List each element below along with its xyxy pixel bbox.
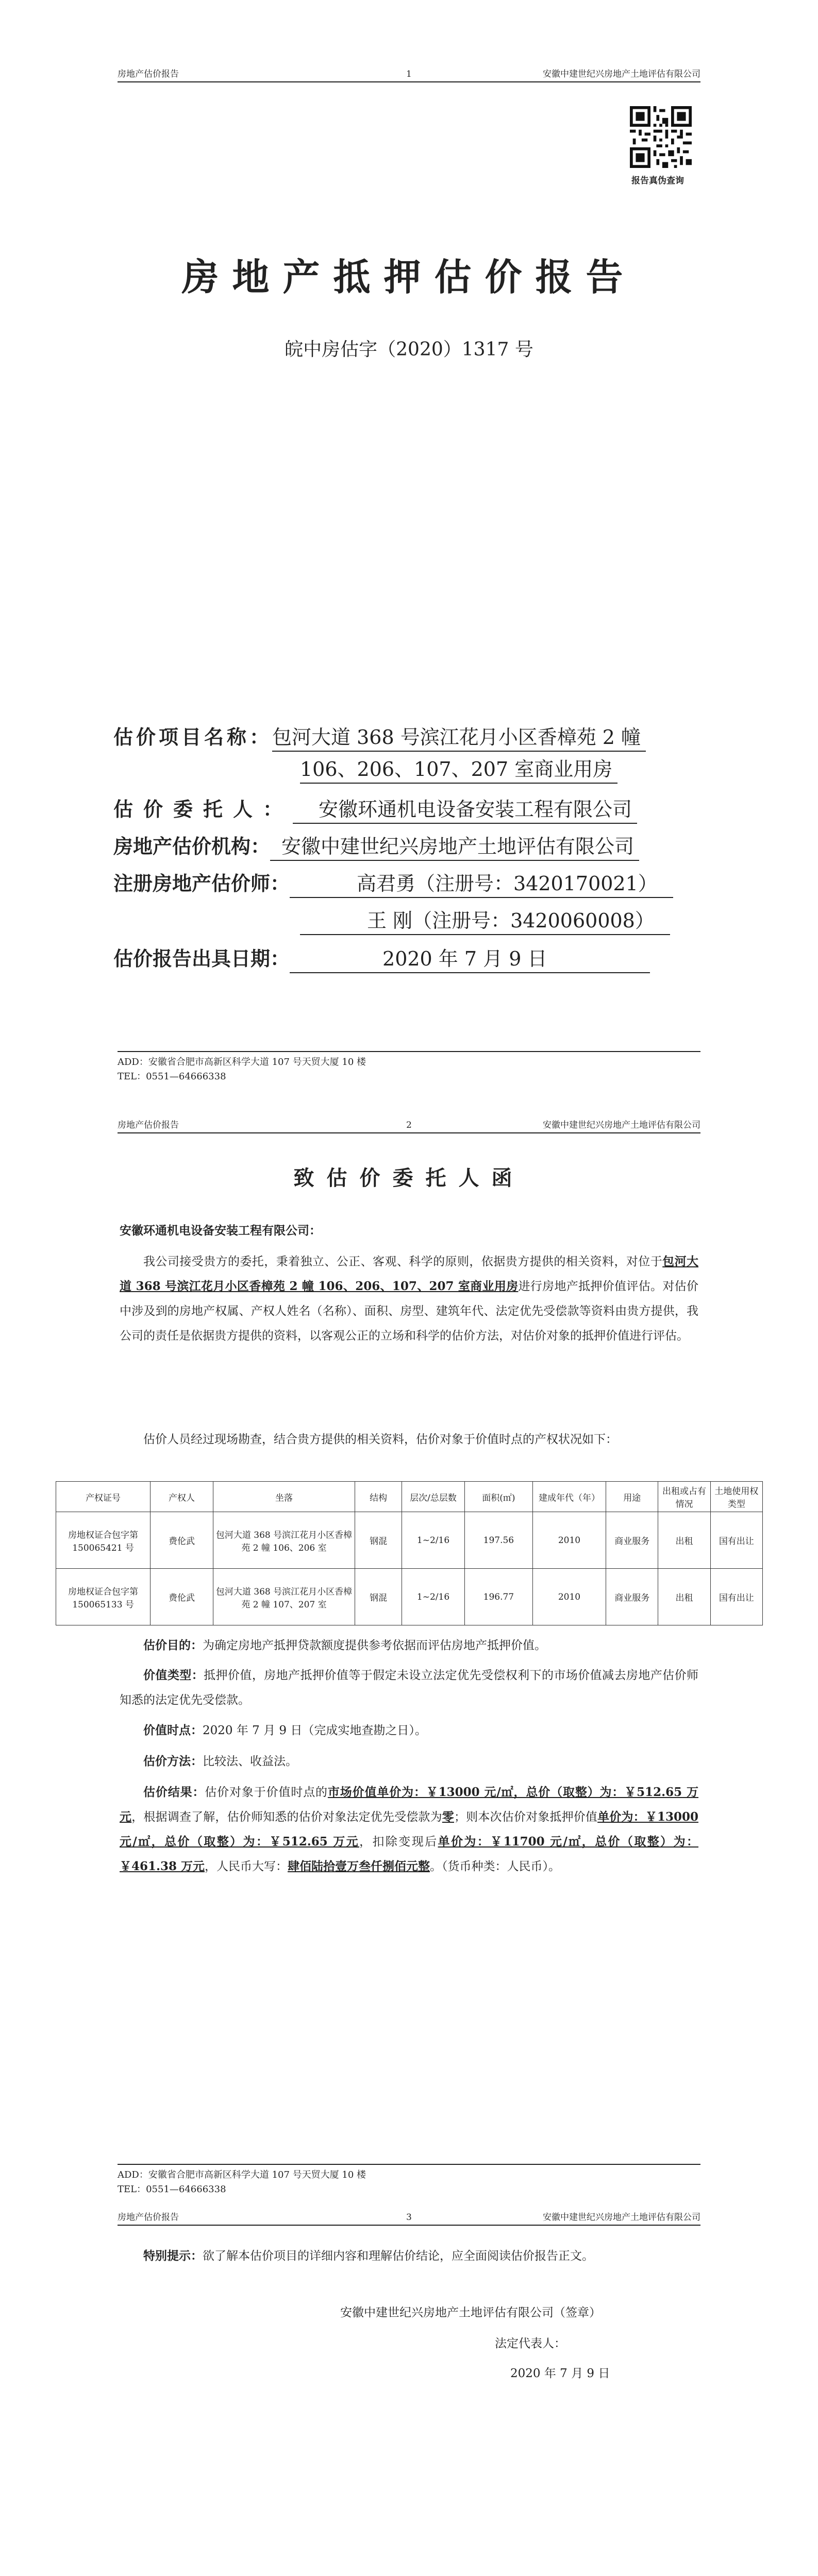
page-footer: [118, 1051, 700, 1084]
purpose-text: 为确定房地产抵押贷款额度提供参考依据而评估房地产抵押价值。: [203, 1639, 546, 1652]
table-header-row: [56, 1482, 763, 1512]
result-e: ；则本次估价对象抵押价值: [454, 1810, 598, 1824]
date-row: [113, 943, 650, 973]
date-label: 估价报告出具日期：: [113, 947, 290, 970]
client-value: 安徽环通机电设备安装工程有限公司: [293, 793, 637, 824]
client-row: [113, 793, 637, 824]
result-g: ，扣除变现后: [359, 1835, 438, 1849]
table-cell: 房地权证合包字第 150065421 号: [56, 1512, 151, 1569]
table-header-cell: 用途: [606, 1482, 658, 1512]
result-a: 估价对象于价值时点的: [205, 1786, 328, 1799]
value-time-text: 2020 年 7 月 9 日（完成实地查勘之日）。: [203, 1724, 427, 1737]
table-header-cell: 层次/总层数: [402, 1482, 465, 1512]
letter-page: [0, 1097, 818, 2195]
date-value: 2020 年 7 月 9 日: [290, 943, 650, 973]
table-cell: 出租: [658, 1512, 710, 1569]
table-header-cell: 建成年代（年）: [532, 1482, 606, 1512]
table-cell: 商业服务: [606, 1569, 658, 1625]
result-market-value: 市场价值单价为：￥13000 元/㎡，总价（取整）为：￥512.65 万元: [120, 1785, 699, 1824]
result-priority-debt: 零: [442, 1810, 454, 1824]
paragraph-2: [120, 1427, 698, 1452]
method-text: 比较法、收益法。: [203, 1755, 297, 1768]
result-i: ，人民币大写：: [205, 1860, 288, 1873]
result-para: [120, 1780, 698, 1879]
qr-label: 报告真伪查询: [631, 176, 684, 186]
sign-representative: 法定代表人：: [495, 2337, 566, 2350]
result-label: 估价结果：: [143, 1785, 205, 1799]
header-left: 房地产估价报告: [118, 2212, 179, 2223]
value-time-label: 价值时点：: [143, 1723, 203, 1737]
value-type-label: 价值类型：: [143, 1668, 204, 1682]
table-header-cell: 产权证号: [56, 1482, 151, 1512]
header-left: 房地产估价报告: [118, 1120, 179, 1130]
footer-address: ADD：安徽省合肥市高新区科学大道 107 号天贸大厦 10 楼: [118, 2170, 366, 2180]
page-header: [118, 1118, 700, 1133]
footer-address: ADD：安徽省合肥市高新区科学大道 107 号天贸大厦 10 楼: [118, 1057, 366, 1067]
result-k: 。（货币种类：人民币）。: [430, 1860, 561, 1873]
project-name-row-2: [300, 753, 617, 784]
paragraph-1: [120, 1249, 698, 1348]
notice-text: 欲了解本估价项目的详细内容和理解估价结论，应全面阅读估价报告正文。: [203, 2249, 594, 2263]
sign-date: 2020 年 7 月 9 日: [510, 2367, 610, 2380]
appraiser-row-2: [300, 905, 670, 935]
page-footer: [118, 2164, 700, 2197]
table-cell: 包河大道 368 号滨江花月小区香樟苑 2 幢 107、207 室: [213, 1569, 355, 1625]
value-time-para: [120, 1718, 698, 1743]
table-header-cell: 出租或占有情况: [658, 1482, 710, 1512]
document-number: 皖中房估字（2020）1317 号: [285, 339, 533, 360]
page-header: [118, 2210, 700, 2226]
report-title: 房地产抵押估价报告: [181, 255, 637, 299]
table-cell: 钢混: [355, 1512, 402, 1569]
firm-row: [113, 831, 639, 861]
header-page-number: 2: [406, 1120, 412, 1130]
project-name-row: [113, 721, 646, 752]
purpose-label: 估价目的：: [143, 1638, 203, 1652]
result-mortgage-value: 单价为：￥13000 元/㎡，总价（取整）为：￥512.65 万元: [120, 1810, 699, 1849]
notice-para: [120, 2244, 698, 2268]
salutation-text: 安徽环通机电设备安装工程有限公司：: [120, 1224, 321, 1238]
table-cell: 国有出让: [710, 1512, 762, 1569]
project-value-line2: 106、206、107、207 室商业用房: [300, 753, 617, 784]
table-cell: 2010: [532, 1569, 606, 1625]
footer-tel: TEL：0551—64666338: [118, 2184, 226, 2195]
p2-text: 估价人员经过现场勘查，结合贵方提供的相关资料，估价对象于价值时点的产权状况如下：: [143, 1433, 617, 1446]
appraiser-2: 王 刚（注册号：3420060008）: [300, 905, 670, 935]
appraiser-row: [113, 868, 673, 898]
firm-label: 房地产估价机构：: [113, 835, 271, 858]
header-right: 安徽中建世纪兴房地产土地评估有限公司: [543, 2212, 700, 2223]
sign-company: 安徽中建世纪兴房地产土地评估有限公司（签章）: [340, 2306, 601, 2319]
page-header: [118, 67, 700, 82]
table-row: [56, 1569, 763, 1625]
header-right: 安徽中建世纪兴房地产土地评估有限公司: [543, 69, 700, 79]
header-right: 安徽中建世纪兴房地产土地评估有限公司: [543, 1120, 700, 1130]
method-para: [120, 1749, 698, 1774]
table-cell: 钢混: [355, 1569, 402, 1625]
client-label: 估价委托人：: [113, 798, 293, 821]
p1-property: 包河大道 368 号滨江花月小区香樟苑 2 幢 106、206、107、207 室商业用房: [120, 1255, 699, 1293]
table-cell: 197.56: [464, 1512, 532, 1569]
table-header-cell: 土地使用权类型: [710, 1482, 762, 1512]
table-cell: 1~2/16: [402, 1512, 465, 1569]
table-cell: 1~2/16: [402, 1569, 465, 1625]
property-rights-table: [56, 1481, 763, 1625]
table-cell: 商业服务: [606, 1512, 658, 1569]
p1-rest: 进行房地产抵押价值评估。对估价中涉及到的房地产权属、产权人姓名（名称）、面积、房型、建筑年代、法定优先受偿款等资料由贵方提供，我公司的责任是依据贵方提供的资料，以客观公正的立场和科学的估价方法，对估价对象的抵押价值进行评估。: [120, 1280, 698, 1343]
header-left: 房地产估价报告: [118, 69, 179, 79]
table-cell: 国有出让: [710, 1569, 762, 1625]
p1-text: 我公司接受贵方的委托，秉着独立、公正、客观、科学的原则，依据贵方提供的相关资料，对位于: [143, 1255, 663, 1268]
table-header-cell: 结构: [355, 1482, 402, 1512]
value-type-para: [120, 1663, 698, 1713]
table-cell: 包河大道 368 号滨江花月小区香樟苑 2 幢 106、206 室: [213, 1512, 355, 1569]
table-row: [56, 1512, 763, 1569]
footer-tel: TEL：0551—64666338: [118, 1071, 226, 1082]
table-cell: 房地权证合包字第 150065133 号: [56, 1569, 151, 1625]
qr-code-icon[interactable]: [630, 106, 692, 168]
table-cell: 196.77: [464, 1569, 532, 1625]
salutation: [120, 1218, 698, 1243]
letter-heading: 致估价委托人函: [293, 1166, 525, 1190]
header-page-number: 3: [406, 2212, 412, 2223]
project-value-line1: 包河大道 368 号滨江花月小区香樟苑 2 幢: [272, 721, 646, 752]
table-header-cell: 产权人: [151, 1482, 213, 1512]
header-page-number: 1: [406, 69, 412, 79]
table-cell: 2010: [532, 1512, 606, 1569]
method-label: 估价方法：: [143, 1754, 203, 1768]
firm-value: 安徽中建世纪兴房地产土地评估有限公司: [270, 831, 639, 861]
table-cell: 出租: [658, 1569, 710, 1625]
purpose-para: [120, 1633, 698, 1658]
appraiser-1: 高君勇（注册号：3420170021）: [290, 868, 673, 898]
letter-page-continued: [0, 2200, 818, 2576]
appraiser-label: 注册房地产估价师：: [113, 872, 290, 895]
result-c: ，根据调查了解，估价师知悉的估价对象法定优先受偿款为: [131, 1810, 442, 1824]
project-label: 估价项目名称：: [113, 725, 273, 749]
notice-label: 特别提示：: [143, 2249, 203, 2263]
table-body: [56, 1512, 763, 1625]
result-net-value: 单价为：￥11700 元/㎡，总价（取整）为：￥461.38 万元: [120, 1835, 699, 1873]
result-chinese-amount: 肆佰陆拾壹万叁仟捌佰元整: [288, 1859, 430, 1873]
table-header-cell: 坐落: [213, 1482, 355, 1512]
cover-page: [0, 0, 818, 1087]
table-header-cell: 面积(㎡): [464, 1482, 532, 1512]
table-cell: 费伦武: [151, 1512, 213, 1569]
value-type-text: 抵押价值，房地产抵押价值等于假定未设立法定优先受偿权利下的市场价值减去房地产估价师知悉的法定优先受偿款。: [120, 1669, 699, 1707]
table-cell: 费伦武: [151, 1569, 213, 1625]
